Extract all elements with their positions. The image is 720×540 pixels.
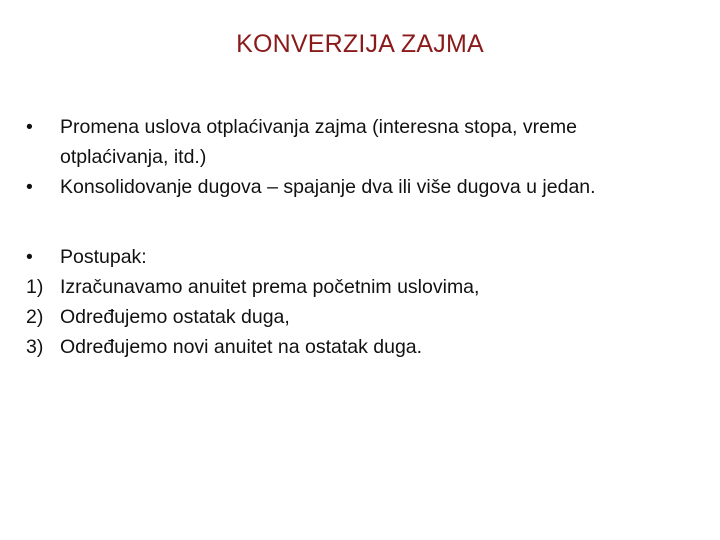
procedure-label: Postupak:	[60, 246, 147, 268]
procedure-step	[26, 332, 686, 362]
bullet-text-line1: Promena uslova otplaćivanja zajma (interesna stopa, vreme	[60, 116, 578, 138]
step-number: 2)	[26, 306, 44, 328]
slide-title: KONVERZIJA ZAJMA	[236, 30, 484, 58]
step-text: Određujemo ostatak duga,	[60, 306, 290, 328]
procedure-step	[26, 272, 686, 302]
procedure-heading	[26, 242, 686, 272]
bullet-item	[26, 112, 686, 172]
step-number: 1)	[26, 276, 44, 298]
bullet-list	[26, 112, 686, 202]
bullet-marker: •	[26, 116, 33, 138]
step-number: 3)	[26, 336, 44, 358]
bullet-item	[26, 172, 686, 202]
procedure-list	[26, 242, 686, 362]
bullet-marker: •	[26, 246, 33, 268]
bullet-text-line2: otplaćivanja, itd.)	[60, 146, 207, 168]
bullet-text	[60, 112, 686, 172]
bullet-text: Konsolidovanje dugova – spajanje dva ili više dugova u jedan.	[60, 176, 596, 198]
step-text: Određujemo novi anuitet na ostatak duga.	[60, 336, 423, 358]
step-text: Izračunavamo anuitet prema početnim uslovima,	[60, 276, 480, 298]
procedure-step	[26, 302, 686, 332]
bullet-marker: •	[26, 176, 33, 198]
